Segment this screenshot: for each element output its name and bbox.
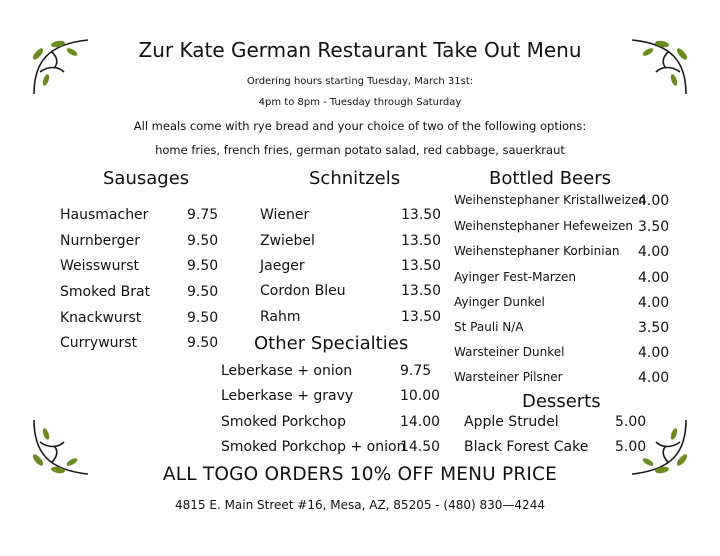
menu-item-name: Smoked Brat — [60, 284, 151, 300]
menu-item-name: Leberkase + onion — [221, 363, 353, 379]
menu-item-price: 13.50 — [401, 233, 442, 249]
menu-item-price: 4.00 — [638, 370, 670, 386]
menu-item-name: Warsteiner Pilsner — [454, 370, 563, 384]
menu-item-name: Warsteiner Dunkel — [454, 345, 565, 359]
menu-item-price: 4.00 — [638, 345, 670, 361]
menu-item-price: 5.00 — [615, 439, 647, 455]
menu-item-price: 9.75 — [400, 363, 432, 379]
menu-item-name: Smoked Porkchop — [221, 414, 347, 430]
beers-heading: Bottled Beers — [489, 168, 611, 189]
menu-item-name: Leberkase + gravy — [221, 388, 354, 404]
sausages-heading: Sausages — [103, 168, 190, 189]
menu-item-name: Weisswurst — [60, 258, 139, 274]
menu-item-name: Zwiebel — [260, 233, 315, 249]
schnitzels-heading: Schnitzels — [309, 168, 401, 189]
address-line: 4815 E. Main Street #16, Mesa, AZ, 85205 - (480) 830—4244 — [175, 498, 545, 512]
menu-item-name: Jaeger — [260, 258, 305, 274]
menu-item-price: 14.50 — [400, 439, 441, 455]
menu-item-name: Wiener — [260, 207, 310, 223]
menu-item-price: 9.50 — [187, 233, 219, 249]
sides-list: home fries, french fries, german potato salad, red cabbage, sauerkraut — [155, 143, 565, 157]
menu-item-name: Smoked Porkchop + onion — [221, 439, 406, 455]
menu-item-name: Black Forest Cake — [464, 439, 589, 455]
menu-item-price: 4.00 — [638, 295, 670, 311]
menu-item-price: 13.50 — [401, 283, 442, 299]
promo-banner: ALL TOGO ORDERS 10% OFF MENU PRICE — [162, 464, 558, 485]
menu-item-price: 9.75 — [187, 207, 219, 223]
menu-item-price: 9.50 — [187, 284, 219, 300]
menu-item-name: Cordon Bleu — [260, 283, 346, 299]
hours-line-2: 4pm to 8pm - Tuesday through Saturday — [258, 97, 462, 108]
menu-item-name: Ayinger Dunkel — [454, 295, 545, 309]
page-title: Zur Kate German Restaurant Take Out Menu — [138, 38, 582, 62]
menu-item-price: 13.50 — [401, 207, 442, 223]
menu-item-price: 14.00 — [400, 414, 441, 430]
menu-item-price: 9.50 — [187, 310, 219, 326]
menu-item-name: Currywurst — [60, 335, 138, 351]
meals-note: All meals come with rye bread and your choice of two of the following options: — [133, 119, 587, 133]
menu-item-name: Weihenstephaner Hefeweizen — [454, 219, 633, 233]
menu-item-price: 4.00 — [638, 244, 670, 260]
menu-item-name: Knackwurst — [60, 310, 142, 326]
menu-item-price: 4.00 — [638, 193, 670, 209]
menu-item-price: 5.00 — [615, 414, 647, 430]
menu-item-price: 3.50 — [638, 219, 670, 235]
menu-item-name: Hausmacher — [60, 207, 149, 223]
menu-item-price: 10.00 — [400, 388, 441, 404]
menu-item-name: Rahm — [260, 309, 301, 325]
desserts-heading: Desserts — [522, 391, 601, 412]
menu-item-name: Ayinger Fest-Marzen — [454, 270, 577, 284]
menu-item-name: St Pauli N/A — [454, 320, 524, 334]
menu-item-name: Weihenstephaner Kristallweizen — [454, 193, 647, 207]
specialties-heading: Other Specialties — [254, 333, 409, 354]
menu-item-price: 3.50 — [638, 320, 670, 336]
menu-item-price: 13.50 — [401, 309, 442, 325]
menu-item-name: Weihenstephaner Korbinian — [454, 244, 620, 258]
menu-item-price: 9.50 — [187, 335, 219, 351]
menu-item-name: Apple Strudel — [464, 414, 559, 430]
menu-item-price: 9.50 — [187, 258, 219, 274]
menu-item-name: Nurnberger — [60, 233, 140, 249]
hours-line-1: Ordering hours starting Tuesday, March 31st: — [246, 76, 474, 87]
menu-item-price: 13.50 — [401, 258, 442, 274]
menu-item-price: 4.00 — [638, 270, 670, 286]
